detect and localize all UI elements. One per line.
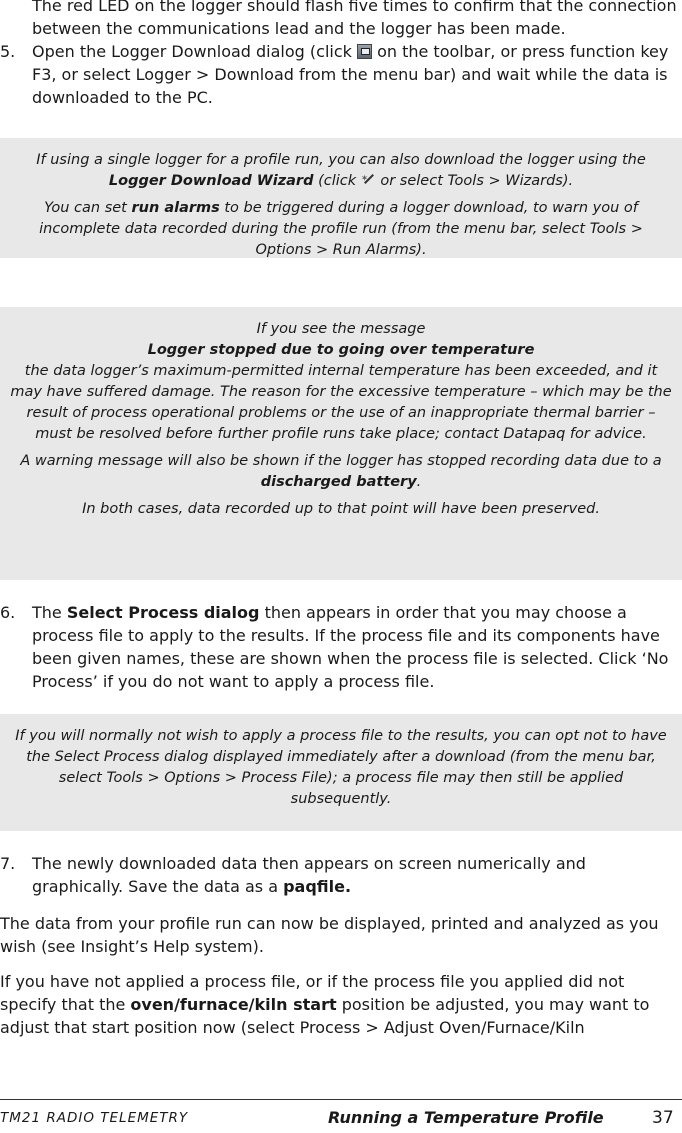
body-paragraph: The data from your profile run can now be displayed, printed and analyzed as you wish (see Insight’s Help system). <box>0 914 659 956</box>
note-box-process <box>0 714 682 831</box>
step-7 <box>0 852 682 900</box>
note-paragraph: You can set run alarms to be triggered during a logger download, to warn you of incomplete data recorded during the profile run (from the menu bar, select Tools > Options > Run Alarms). <box>39 200 643 258</box>
note-box-warning <box>0 307 682 580</box>
note-line: If you see the message <box>256 321 426 337</box>
paqfile-label: paqfile. <box>283 877 352 896</box>
body-paragraph: If you have not applied a process file, or if the process file you applied did not specify that the oven/furnace/kiln start position be adjusted, you may want to adjust that start position now (select Process > Adjust Oven/Furnace/Kiln <box>0 972 650 1037</box>
note-paragraph: A warning message will also be shown if the logger has stopped recording data due to a discharged battery. <box>20 453 662 490</box>
step-text: The Select Process dialog then appears in order that you may choose a process file to apply to the results. If the process file and its components have been given names, these are shown when the process file is selected. Click ‘No Process’ if you do not want to apply a process file. <box>32 603 669 691</box>
step-number: 6. <box>0 603 16 622</box>
note-box-wizard <box>0 138 682 258</box>
step-6 <box>0 601 682 696</box>
wizard-wand-icon <box>361 172 376 187</box>
note-paragraph: If you will normally not wish to apply a process file to the results, you can opt not to have the Select Process dialog displayed immediately after a download (from the menu bar, select Tools > Options > Process File); a process file may then still be applied subsequently. <box>15 728 667 807</box>
run-alarms-label: run alarms <box>131 200 220 216</box>
step-5 <box>0 40 682 120</box>
warning-message: Logger stopped due to going over temperature <box>147 342 535 358</box>
logger-download-icon <box>357 44 372 59</box>
logger-download-wizard-label: Logger Download Wizard <box>108 173 314 189</box>
footer-section-title: Running a Temperature Profile <box>328 1108 604 1127</box>
footer-product: TM21 RADIO TELEMETRY <box>0 1110 189 1126</box>
step-number: 7. <box>0 854 16 873</box>
intro-text: The red LED on the logger should flash five times to confirm that the connection between the communications lead and the logger has been made. <box>32 0 677 38</box>
note-paragraph: the data logger’s maximum-permitted internal temperature has been exceeded, and it may have suffered damage. The reason for the excessive temperature – which may be the result of process operational problems or the use of an inappropriate thermal barrier – must be resolved before further profile runs take place; contact Datapaq for advice. <box>10 363 672 442</box>
footer-divider <box>0 1099 682 1100</box>
select-process-dialog-label: Select Process dialog <box>66 603 260 622</box>
oven-start-label: oven/furnace/kiln start <box>130 995 337 1014</box>
page-number: 37 <box>652 1108 674 1128</box>
note-paragraph: If using a single logger for a profile run, you can also download the logger using the Logger Download Wizard (click ✶ or select Tools > Wizards). <box>0 150 682 192</box>
step-number: 5. <box>0 42 16 61</box>
note-paragraph: In both cases, data recorded up to that point will have been preserved. <box>82 501 600 517</box>
step-text: The newly downloaded data then appears on screen numerically and graphically. Save the data as a paqfile. <box>32 854 586 896</box>
discharged-battery-label: discharged battery <box>260 474 417 490</box>
intro-paragraph <box>32 0 682 40</box>
step-text: Open the Logger Download dialog (click on the toolbar, or press function key F3, or select Logger > Download from the menu bar) and wait while the data is downloaded to the PC. <box>32 42 669 107</box>
